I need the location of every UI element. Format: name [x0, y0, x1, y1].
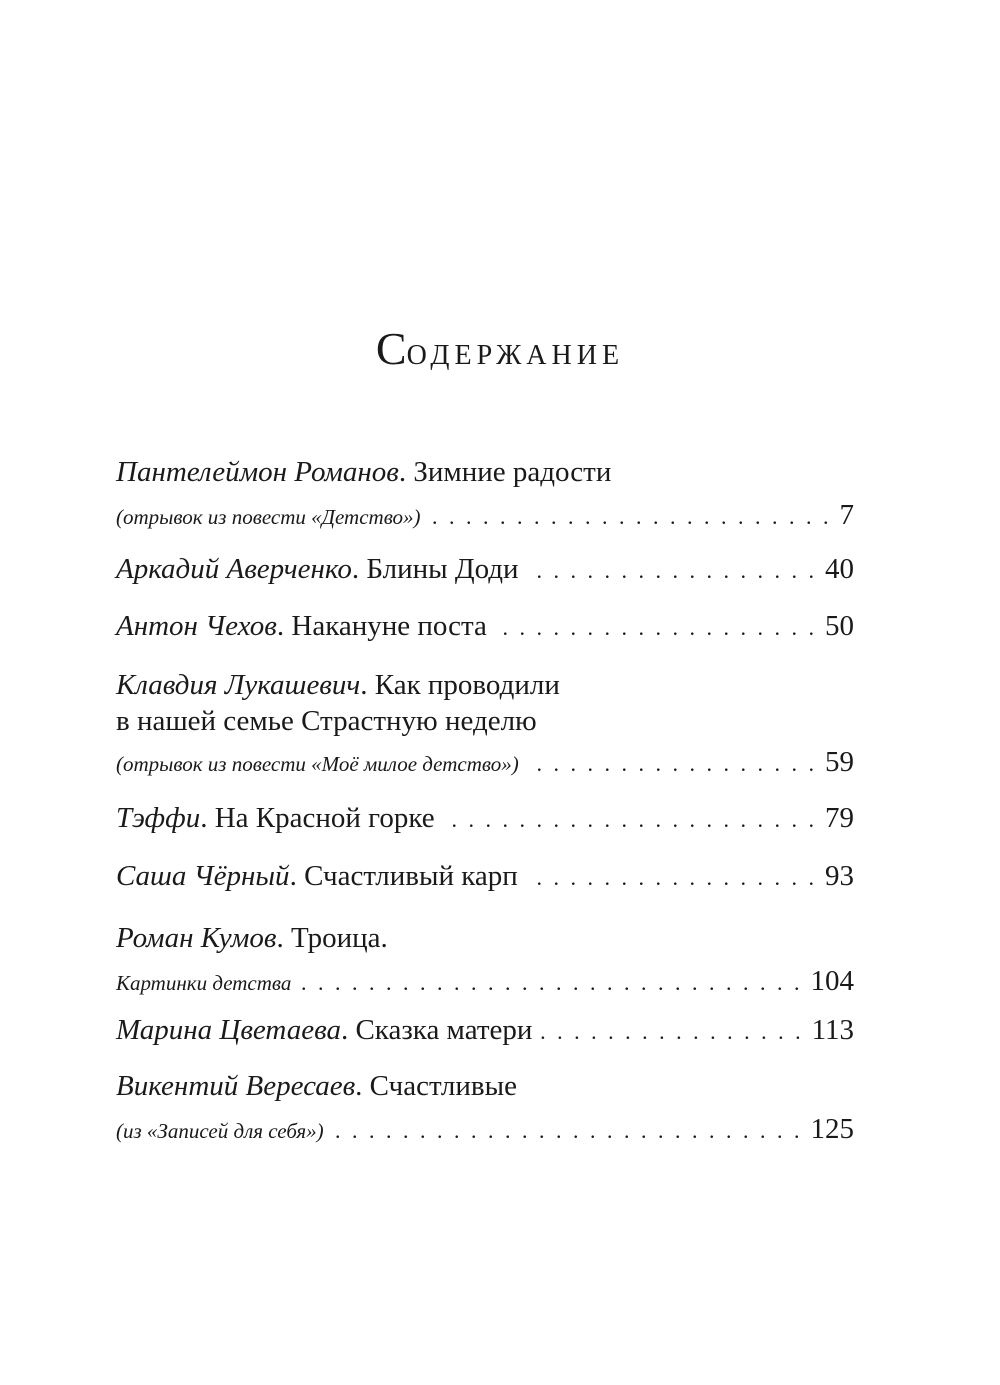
entry-page-number: 59 — [825, 746, 854, 778]
toc-entry[interactable]: Викентий Вересаев . Счастливые (из «Записей для себя») . . . 125 — [116, 1072, 854, 1144]
toc-entry[interactable]: Клавдия Лукашевич . Как проводили в нашей семье Страстную неделю (отрывок из повести «Моё милое детство») . . . 59 — [116, 671, 854, 777]
toc-entry[interactable]: Тэффи . На Красной горке . . . 79 — [116, 804, 854, 833]
entry-subtitle: (отрывок из повести «Моё милое детство») — [116, 752, 519, 776]
dot-leader — [429, 506, 832, 528]
toc-entry[interactable]: Пантелеймон Романов . Зимние радости (отрывок из повести «Детство») . . . 7 — [116, 458, 854, 530]
entry-title: Счастливый карп — [304, 860, 518, 892]
toc-entry[interactable]: Роман Кумов . Троица. Картинки детства . . . 104 — [116, 924, 854, 996]
page-title — [0, 323, 1000, 374]
entry-subtitle: (из «Записей для себя») — [116, 1119, 324, 1143]
dot-leader — [332, 1120, 803, 1142]
entry-title: Счастливые — [369, 1070, 517, 1102]
entry-title: На Красной горке — [214, 802, 435, 834]
dot-leader — [299, 972, 802, 994]
entry-author: Марина Цветаева — [116, 1014, 341, 1046]
entry-author: Саша Чёрный — [116, 860, 290, 892]
entry-subtitle: (отрывок из повести «Детство») — [116, 505, 421, 529]
entry-author: Викентий Вересаев — [116, 1070, 356, 1102]
entry-page-number: 125 — [810, 1113, 854, 1145]
entry-author: Антон Чехов — [116, 610, 277, 642]
dot-leader — [495, 617, 817, 639]
toc-entry[interactable]: Саша Чёрный . Счастливый карп . . . 93 — [116, 862, 854, 891]
entry-title: Троица. — [290, 922, 388, 954]
toc-entry[interactable]: Антон Чехов . Накануне поста . . . 50 — [116, 612, 854, 641]
title-ornamental-initial: С — [375, 323, 407, 374]
entry-title-continued: в нашей семье Страстную неделю — [116, 705, 537, 737]
toc-entry[interactable]: Аркадий Аверченко . Блины Доди . . . 40 — [116, 555, 854, 584]
entry-subtitle: Картинки детства — [116, 971, 292, 995]
entry-author: Тэффи — [116, 802, 201, 834]
entry-title: Как проводили — [374, 669, 560, 701]
entry-page-number: 79 — [825, 802, 854, 834]
entry-title: Зимние радости — [413, 456, 612, 488]
dot-leader — [526, 867, 817, 889]
entry-page-number: 104 — [810, 965, 854, 997]
entry-page-number: 40 — [825, 553, 854, 585]
dot-leader — [540, 1021, 803, 1043]
entry-page-number: 50 — [825, 610, 854, 642]
entry-author: Пантелеймон Романов — [116, 456, 399, 488]
entry-page-number: 93 — [825, 860, 854, 892]
dot-leader — [443, 809, 817, 831]
dot-leader — [527, 753, 817, 775]
entry-title: Блины Доди — [366, 553, 519, 585]
toc-entry[interactable]: Марина Цветаева . Сказка матери . . . 113 — [116, 1016, 854, 1045]
entry-page-number: 113 — [811, 1014, 854, 1046]
dot-leader — [527, 560, 817, 582]
entry-page-number: 7 — [839, 499, 854, 531]
title-rest: одержание — [406, 328, 625, 373]
entry-title: Сказка матери — [355, 1014, 533, 1046]
entry-author: Аркадий Аверченко — [116, 553, 352, 585]
entry-title: Накануне поста — [291, 610, 487, 642]
entry-author: Роман Кумов — [116, 922, 277, 954]
entry-author: Клавдия Лукашевич — [116, 669, 361, 701]
